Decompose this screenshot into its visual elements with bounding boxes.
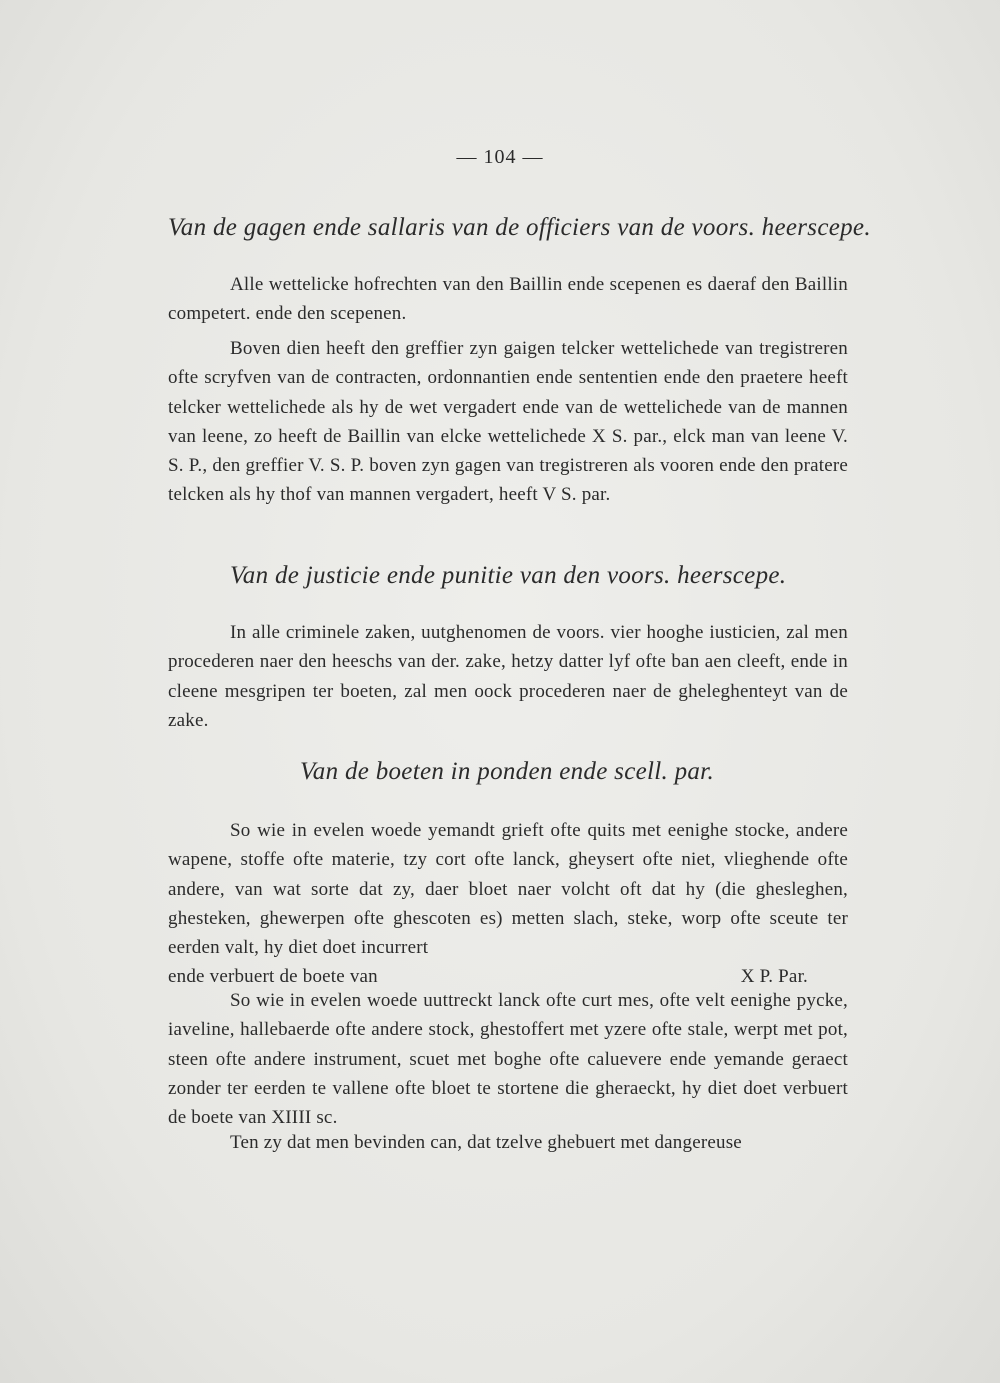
paragraph: Ten zy dat men bevinden can, dat tzelve ghebuert met dangereuse bbox=[230, 1132, 742, 1153]
page-number: — 104 — bbox=[456, 146, 544, 168]
section-heading-wages: Van de gagen ende sallaris van de officiers van de voors. heerscepe. bbox=[168, 214, 871, 241]
paragraph: Boven dien heeft den greffier zyn gaigen telcker wettelichede van tregistreren ofte scryfven van de contracten, ordonnantien ende sententien ende den praetere heeft telcker wettelichede als hy de wet vergadert ende van de wettelichede van de mannen van leene, zo heeft de Baillin van elcke wettelichede X S. par., elck man van leene V. S. P., den greffier V. S. P. boven zyn gagen van tregistreren als vooren ende den pratere telcken als hy thof van mannen vergadert, heeft V S. par. bbox=[168, 338, 848, 506]
paragraph: So wie in evelen woede yemandt grieft ofte quits met eenighe stocke, andere wapene, stoffe ofte materie, tzy cort ofte lanck, gheysert ofte niet, vlieghende ofte andere, van wat sorte dat zy, daer bloet naer volcht oft dat hy (die ghesleghen, ghesteken, ghewerpen ofte ghescoten es) metten slach, steke, worp ofte sceute ter eerden valt, hy diet doet incurrert ende verbuert de boete van X P. Par. bbox=[168, 816, 848, 992]
section-heading-fines: Van de boeten in ponden ende scell. par. bbox=[300, 758, 714, 785]
paragraph: So wie in evelen woede uuttreckt lanck ofte curt mes, ofte velt eenighe pycke, iaveline, hallebaerde ofte andere stock, ghestoffert met yzere ofte stale, werpt met pot, steen ofte andere instrument, scuet met boghe ofte caluevere ende yemande geraect zonder ter eerden te vallene ofte bloet te stortene die gheraeckt, hy diet doet verbuert de boete van XIIII sc. bbox=[168, 990, 848, 1129]
fine-amount: X P. Par. bbox=[740, 966, 808, 988]
paragraph: Alle wettelicke hofrechten van den Baillin ende scepenen es daeraf den Baillin competert. ende den scepenen. bbox=[168, 274, 848, 325]
section-heading-justice: Van de justicie ende punitie van den voors. heerscepe. bbox=[230, 562, 787, 589]
fine-line-text: ende verbuert de boete van bbox=[168, 966, 378, 988]
paragraph: In alle criminele zaken, uutghenomen de voors. vier hooghe iusticien, zal men procederen naer den heeschs van der. zake, hetzy datter lyf ofte ban aen cleeft, ende in cleene mesgripen ter boeten, zal men oock procederen naer de gheleghenteyt van de zake. bbox=[168, 622, 848, 731]
